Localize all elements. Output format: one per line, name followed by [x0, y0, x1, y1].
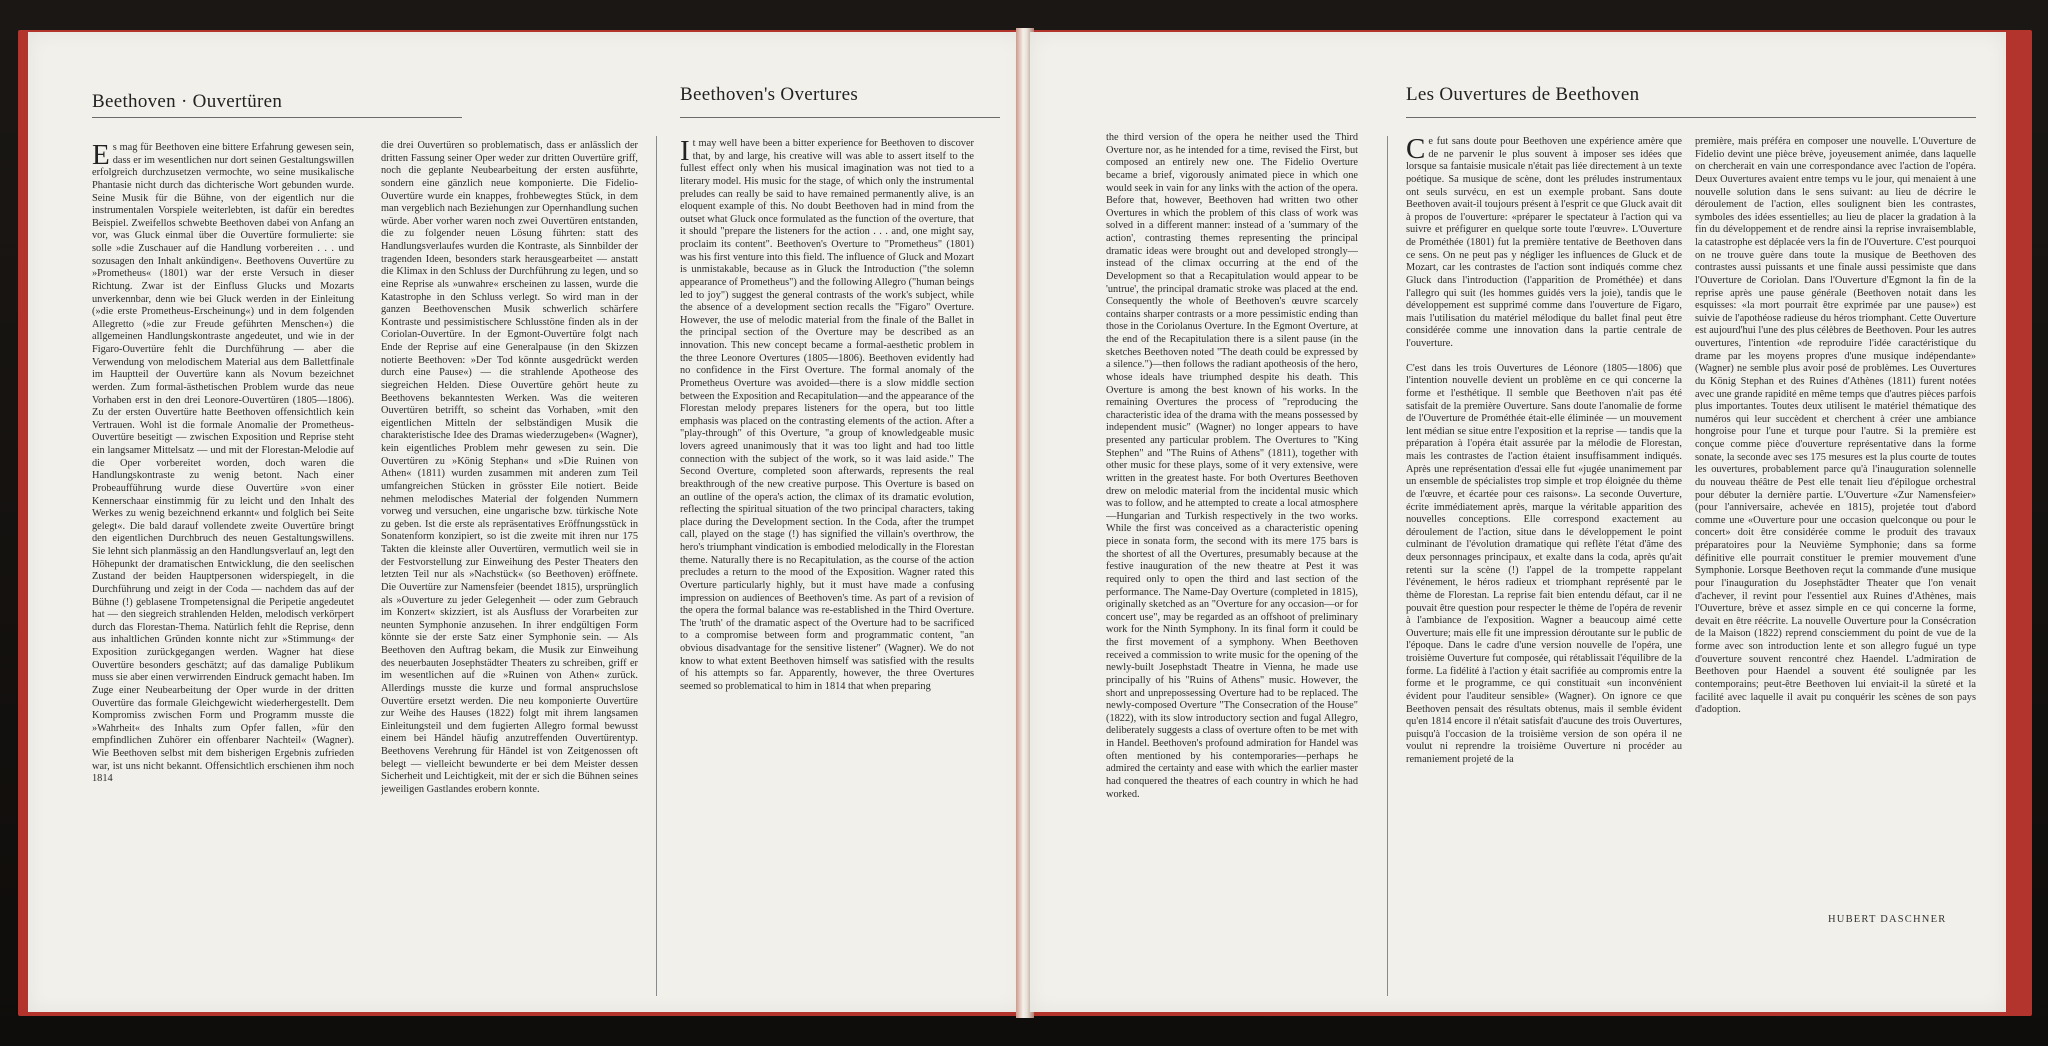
german-text-2: die drei Ouvertüren so problematisch, dass er anlässlich der dritten Fassung seiner Oper weder zur dritten Ouvertüre griff, noch die geplante Neubearbeitung der ersten ausführte, sondern eine gänzlich neue komponierte. Die Fidelio-Ouvertüre wurde ein knappes, frohbewegtes Stück, in dem man vergeblich nach Beziehungen zur Opernhandlung suchen würde. Aber vorher waren noch zwei Ouvertüren entstanden, die zu folgender neuen Lösung führten: statt des Handlungsverlaufes wurden die Kontraste, als Sinnbilder der tragenden Ideen, besonders stark herausgearbeitet — anstatt die Klimax in den Schluss der Durchführung zu legen, und so eine Reprise als »unwahre« erscheinen zu lassen, wurde die Katastrophe in den Schluss verlegt. So wird man in der ganzen Beethovenschen Musik schwerlich schärfere Kontraste und pessimistischere Schlusstöne finden als in der Coriolan-Ouvertüre. In der Egmont-Ouvertüre folgt nach Ende der Reprise auf eine Generalpause (in den Skizzen notierte Beethoven: »Der Tod könnte ausgedrückt werden durch eine Pause«) — die strahlende Apotheose des siegreichen Helden. Diese Ouvertüre gehört heute zu Beethovens bekanntesten Werken. Was die weiteren Ouvertüren betrifft, so scheint das Vorhaben, »mit den eigentlichen Mitteln der selbständigen Musik die charakteristische Idee des Dramas wiederzugeben« (Wagner), kein eigentliches Problem mehr gewesen zu sein. Die Ouvertüren zu »König Stephan« und »Die Ruinen von Athen« (1811) wurden zusammen mit anderen zum Teil umfangreichen Stücken in grösster Eile notiert. Beide nehmen melodisches Material der folgenden Nummern vorweg und versuchen, eine ungarische bzw. türkische Note zu geben. Ist die erste als repräsentatives Eröffnungsstück in Sonatenform konzipiert, so ist die zweite mit ihren nur 175 Takten die kleinste aller Ouvertüren, vermutlich weil sie in der Festvorstellung zur Einweihung des Pester Theaters den letzten Teil nur als »Nachstück« (so Beethoven) eröffnete. Die Ouvertüre zur Namensfeier (beendet 1815), ursprünglich als »Ouverture zu jeder Gelegenheit — oder zum Gebrauch im Konzert« skizziert, ist als Ausfluss der Vorarbeiten zur neunten Symphonie anzusehen. In ihrer endgültigen Form könnte sie der erste Satz einer Symphonie sein. — Als Beethoven den Auftrag bekam, die Musik zur Einweihung des neuerbauten Josephstädter Theaters zu schreiben, griff er im wesentlichen auf die »Ruinen von Athen« zurück. Allerdings musste die kurze und formal anspruchslose Ouvertüre ersetzt werden. Die neu komponierte Ouvertüre zur Weihe des Hauses (1822) folgt mit ihrem langsamen Einleitungsteil und dem fugierten Allegro formal bewusst einem bei Händel häufig anzutreffenden Ouvertürentyp. Beethovens Verehrung für Händel ist von Zeitgenossen oft belegt — vielleicht bewunderte er bei dem Meister dessen Sicherheit und Leichtigkeit, mit der er sich die Bühnen seines jeweiligen Gastlandes erobern konnte. [381, 140, 638, 795]
column-divider [656, 136, 657, 996]
drop-cap: E [92, 142, 110, 171]
right-page [1030, 32, 2006, 1012]
english-column-2 [1106, 132, 1358, 990]
header-english: Beethoven's Overtures [680, 84, 859, 105]
left-page [28, 32, 1022, 1012]
french-column-2 [1695, 136, 1976, 948]
german-column-2 [381, 140, 638, 990]
french-text-1a: e fut sans doute pour Beethoven une expérience amère que de ne parvenir le plus souvent à imposer ses idées que lorsque sa fantaisie musicale n'était pas liée directement à un texte poétique. Sa musique de scène, dont les préludes instrumentaux ont seuls survécu, en est un exemple probant. Sans doute Beethoven avait-il toujours présent à l'esprit ce que Gluck avait dit à propos de l'ouverture: «préparer le spectateur à l'action qui va suivre et préfigurer en quelque sorte toute l'œuvre». L'Ouverture de Prométhée (1801) fut la première tentative de Beethoven dans ce sens. On ne peut pas y négliger les influences de Gluck et de Mozart, car les contrastes de l'action sont indiqués comme chez Gluck dans l'introduction (l'apparition de Prométhée) et dans l'allegro qui suit (les hommes guidés vers la joie), tandis que le développement est supprimé comme dans l'ouverture de Figaro, mais l'utilisation du matériel mélodique du ballet final peut être considérée comme une innovation dans la partie centrale de l'ouverture. [1406, 136, 1682, 349]
english-column-1 [680, 138, 974, 990]
drop-cap: I [680, 138, 690, 167]
english-text-2: the third version of the opera he neither used the Third Overture nor, as he intended for a time, revised the First, but composed an entirely new one. The Fidelio Overture became a brief, vigorously animated piece in which one would seek in vain for any links with the action of the opera. Before that, however, Beethoven had written two other Overtures in which the problem of this class of work was solved in a different manner: instead of a 'summary of the action', contrasting themes representing the principal dramatic ideas were brought out and developed strongly—instead of the climax occurring at the end of the Development so that a Recapitulation would appear to be 'untrue', the principal dramatic stroke was placed at the end. Consequently the whole of Beethoven's œuvre scarcely contains sharper contrasts or a more pessimistic ending than those in the Coriolanus Overture. In the Egmont Overture, at the end of the Recapitulation there is a silent pause (in the sketches Beethoven noted "The death could be expressed by a silence.")—then follows the radiant apotheosis of the hero, whose ideals have triumphed despite his death. This Overture is among the best known of his works. In the remaining Overtures the process of "reproducing the characteristic idea of the drama with the means possessed by independent music" (Wagner) no longer appears to have presented any particular problem. The Overtures to "King Stephen" and "The Ruins of Athens" (1811), together with other music for these plays, some of it very extensive, were written in the greatest haste. For both Overtures Beethoven drew on melodic material from the incidental music which was to follow, and he attempted to create a local atmosphere—Hungarian and Turkish respectively in the two works. While the first was conceived as a characteristic opening piece in sonata form, the second with its mere 175 bars is the shortest of all the Overtures, presumably because at the festive inauguration of the new theatre at Pest it was required only to open the third and last section of the performance. The Name-Day Overture (completed in 1815), originally sketched as an "Overture for any occasion—or for concert use", may be regarded as an offshoot of preliminary work for the Ninth Symphony. In its final form it could be the first movement of a symphony. When Beethoven received a commission to write music for the opening of the newly-built Josephstadt Theatre in Vienna, he made use principally of his "Ruins of Athens" music. However, the short and unprepossessing Overture had to be replaced. The newly-composed Overture "The Consecration of the House" (1822), with its slow introductory section and fugal Allegro, deliberately suggests a class of overture often to be met with in Handel. Beethoven's profound admiration for Handel was often mentioned by his contemporaries—perhaps he admired the certainty and ease with which the earlier master had conquered the theatres of each country in which he had worked. [1106, 132, 1358, 800]
header-german: Beethoven · Ouvertüren [92, 91, 283, 112]
english-text-1: t may well have been a bitter experience for Beethoven to discover that, by and large, his creative will was able to assert itself to the fullest effect only when his musical imagination was not tied to a literary model. His music for the stage, of which only the instrumental preludes can really be said to have remained permanently alive, is an eloquent example of this. No doubt Beethoven had in mind from the outset what Gluck once formulated as the function of the overture, that it should "prepare the listeners for the action . . . and, one might say, proclaim its content". Beethoven's Overture to "Prometheus" (1801) was his first venture into this field. The influence of Gluck and Mozart is unmistakable, because as in Gluck the Introduction ("the solemn appearance of Prometheus") and the following Allegro ("human beings led to joy") suggest the general contrasts of the work's subject, while the absence of a development section recalls the "Figaro" Overture. However, the use of melodic material from the finale of the Ballet in the principal section of the Overture may be described as an innovation. This new concept became a formal-aesthetic problem in the three Leonore Overtures (1805—1806). Beethoven evidently had no confidence in the First Overture. The formal anomaly of the Prometheus Overture was avoided—there is a slow middle section between the Exposition and Recapitulation—and the appearance of the Florestan melody prepares listeners for the opera, but too little emphasis was placed on the contrasting elements of the action. After a "play-through" of this Overture, "a group of knowledgeable music lovers agreed unanimously that it was too light and had too little connection with the subject of the work, so it was laid aside." The Second Overture, completed soon afterwards, represents the real breakthrough of the new creative purpose. This Overture is based on an outline of the opera's action, the climax of its dramatic evolution, reflecting the spiritual situation of the two principal characters, taking place during the Development section. In the Coda, after the trumpet call, played on the stage (!) has signified the villain's overthrow, the hero's triumphant vindication is embodied melodically in the Florestan theme. Naturally there is no Recapitulation, as the course of the action precludes a return to the mood of the Exposition. Wagner rated this Overture particularly highly, but it must have made a confusing impression on audiences of Beethoven's time. As part of a revision of the opera the formal balance was re-established in the Third Overture. The 'truth' of the dramatic aspect of the Overture had to be sacrificed to a compromise between form and programmatic content, "an obvious disadvantage for the sensitive listener" (Wagner). We do not know to what extent Beethoven himself was satisfied with the results of his attempts so far. Apparently, however, the three Overtures seemed so problematical to him in 1814 that when preparing [680, 138, 974, 692]
header-french: Les Ouvertures de Beethoven [1406, 84, 1640, 105]
french-text-2: première, mais préféra en composer une nouvelle. L'Ouverture de Fidelio devint une pièce brève, joyeusement animée, dans laquelle on chercherait en vain une correspondance avec l'action de l'opéra. Deux Ouvertures avaient entre temps vu le jour, qui menaient à une nouvelle solution dans le sens suivant: au lieu de décrire le déroulement de l'action, elles soulignent bien les contrastes, symboles des idées essentielles; au lieu de placer la gradation à la fin du développement et de rendre ainsi la reprise invraisemblable, la catastrophe est déplacée vers la fin de l'Ouverture. C'est pourquoi on ne trouve guère dans toute la musique de Beethoven des contrastes aussi puissants et une finale aussi pessimiste que dans l'Ouverture de Coriolan. Dans l'Ouverture d'Egmont la fin de la reprise après une pause générale (Beethoven notait dans les esquisses: «la mort pourrait être exprimée par une pause») est suivie de l'apothéose radieuse du héros triomphant. Cette Ouverture est aujourd'hui l'une des plus célèbres de Beethoven. Pour les autres ouvertures, l'intention «de reproduire l'idée caractéristique du drame par les moyens propres d'une musique indépendante» (Wagner) ne semble plus avoir posé de problèmes. Les Ouvertures du König Stephan et des Ruines d'Athènes (1811) furent notées avec une grande rapidité en même temps que d'autres pièces parfois plus importantes. Toutes deux utilisent le matériel thématique des numéros qui leur succèdent et cherchent à créer une ambiance hongroise pour l'une et turque pour l'autre. Si la première est conçue comme pièce d'ouverture représentative dans la forme sonate, la seconde avec ses 175 mesures est la plus courte de toutes les ouvertures, probablement parce qu'à l'inauguration solennelle du nouveau théâtre de Pest elle tenait lieu d'épilogue orchestral pour débuter la dernière partie. L'Ouverture «Zur Namensfeier» (pour l'anniversaire, achevée en 1815), projetée tout d'abord comme une «Ouverture pour une occasion quelconque ou pour le concert» doit être considérée comme le produit des travaux préparatoires pour la Neuvième Symphonie; dans sa forme définitive elle pourrait constituer le premier mouvement d'une Symphonie. Lorsque Beethoven reçut la commande d'une musique pour l'inauguration du Josephstädter Theater que l'on venait d'achever, il revint pour l'essentiel aux Ruines d'Athènes, mais l'Ouverture, brève et assez simple en ce qui concerne la forme, devait en être réécrite. La nouvelle Ouverture pour la Consécration de la Maison (1822) reprend consciemment du point de vue de la forme avec son introduction lente et son allegro fugué un type d'ouverture souvent rencontré chez Haendel. L'admiration de Beethoven pour Haendel a souvent été soulignée par les contemporains; peut-être Beethoven lui enviait-il la sûreté et la facilité avec laquelle il avait pu conquérir les scènes de son pays d'adoption. [1695, 136, 1976, 716]
german-text-1: s mag für Beethoven eine bittere Erfahrung gewesen sein, dass er im wesentlichen nur dort seinen Gestaltungswillen erfolgreich durchzusetzen vermochte, wo seine musikalische Phantasie nicht durch das dichterische Wort gebunden wurde. Seine Musik für die Bühne, von der eigentlich nur die instrumentalen Vorspiele weiterlebten, ist dafür ein beredtes Beispiel. Zweifellos schwebte Beethoven dabei von Anfang an vor, was Gluck einmal über die Ouvertüre formulierte: sie solle »die Zuschauer auf die Handlung vorbereiten . . . und sozusagen den Inhalt ankündigen«. Beethovens Ouvertüre zu »Prometheus« (1801) war der erste Versuch in dieser Richtung. Zwar ist der Einfluss Glucks und Mozarts unverkennbar, denn wie bei Gluck werden in der Einleitung (»die erste Prometheus-Erscheinung«) und in dem folgenden Allegretto (»die zur Freude geführten Menschen«) die allgemeinen Handlungskontraste angedeutet, und wie in der Figaro-Ouvertüre fehlt die Durchführung — aber die Verwendung von melodischem Material aus dem Ballettfinale im Hauptteil der Ouvertüre kann als Novum bezeichnet werden. Zum formal-ästhetischen Problem wurde das neue Vorhaben erst in den drei Leonore-Ouvertüren (1805—1806). Zu der ersten Ouvertüre hatte Beethoven offensichtlich kein Vertrauen. Wohl ist die formale Anomalie der Prometheus-Ouvertüre beseitigt — zwischen Exposition und Reprise steht ein langsamer Mittelsatz — und mit der Florestan-Melodie auf die Oper vorbereitet worden, doch waren die Handlungskontraste zu wenig betont. Nach einer Probeaufführung wurde diese Ouvertüre »von einer Kennerschaar einstimmig für zu leicht und den Inhalt des Werkes zu wenig bezeichnend erkannt« und folglich bei Seite gelegt«. Die bald darauf vollendete zweite Ouvertüre bringt den eigentlichen Durchbruch des neuen Gestaltungswillens. Sie lehnt sich planmässig an den Handlungsverlauf an, legt den Höhepunkt der dramatischen Entwicklung, die den seelischen Zustand der beiden Hauptpersonen widerspiegelt, in die Durchführung und zeigt in der Coda — nachdem das auf der Bühne (!) geblasene Trompetensignal die Peripetie angedeutet hat — den siegreich strahlenden Helden, melodisch verkörpert durch das Florestan-Thema. Natürlich fehlt die Reprise, denn aus inhaltlichen Gründen konnte nicht zur »Stimmung« der Exposition zurückgegangen werden. Wagner hat diese Ouvertüre besonders geschätzt; auf das damalige Publikum muss sie aber einen verwirrenden Eindruck gemacht haben. Im Zuge einer Neubearbeitung der Oper wurde in der dritten Ouvertüre das formale Gleichgewicht wiederhergestellt. Dem Kompromiss zwischen Form und Programm musste die »Wahrheit« des Inhalts zum Opfer fallen, »für den empfindlichen Zuhörer ein offenbarer Nachteil« (Wagner). Wie Beethoven selbst mit dem bisherigen Ergebnis zufrieden war, ist uns nicht bekannt. Offensichtlich erschienen ihm noch 1814 [92, 142, 354, 785]
header-rule-french [1406, 117, 1976, 118]
french-text-1b: C'est dans les trois Ouvertures de Léonore (1805—1806) que l'intention nouvelle devient un problème en ce qui concerne la forme et l'esthétique. Il semble que Beethoven n'ait pas été satisfait de la première Ouverture. Sans doute l'anomalie de forme de l'Ouverture de Prométhée était-elle éliminée — un mouvement lent médian se situe entre l'exposition et la reprise — tandis que la préparation à l'opéra était assurée par la mélodie de Florestan, mais les contrastes de l'action étaient insuffisamment indiqués. Après une représentation d'essai elle fut «jugée unanimement par un ensemble de spécialistes trop simple et trop éloignée du thème de l'œuvre, et écartée pour ces raisons». La seconde Ouverture, écrite immédiatement après, marque la véritable apparition des nouvelles conceptions. Elle correspond exactement au déroulement de l'action, situe dans le développement le point culminant de l'évolution dramatique qui reflète l'état d'âme des deux personnages principaux, et exalte dans la coda, après qu'ait retenti sur la scène (!) l'appel de la trompette rappelant l'événement, le héros radieux et triomphant représenté par le thème de Florestan. La reprise fait bien entendu défaut, car il ne pouvait être question pour respecter le thème de l'opéra de revenir à l'ambiance de l'exposition. Wagner a beaucoup aimé cette Ouverture; mais elle fit une impression déroutante sur le public de l'époque. Dans le cadre d'une version nouvelle de l'opéra, une troisième Ouverture fut composée, qui rétablissait l'équilibre de la forme. La fidélité à l'action y était sacrifiée au compromis entre la forme et le programme, ce qui constituait «un inconvénient évident pour l'auditeur sensible» (Wagner). On ignore ce que Beethoven pensait des résultats obtenus, mais il semble évident qu'en 1814 encore il n'était satisfait d'aucune des trois Ouvertures, puisqu'à l'occasion de la troisième version de son opéra il ne voulut ni reprendre la troisième Ouverture ni procéder au remaniement projeté de la [1406, 362, 1682, 765]
french-column-1 [1406, 136, 1682, 990]
german-column-1 [92, 142, 354, 990]
header-rule-german [92, 117, 462, 118]
header-rule-english [680, 117, 1000, 118]
author-signature: HUBERT DASCHNER [1828, 914, 1947, 925]
column-divider [1387, 136, 1388, 996]
drop-cap: C [1406, 136, 1426, 165]
